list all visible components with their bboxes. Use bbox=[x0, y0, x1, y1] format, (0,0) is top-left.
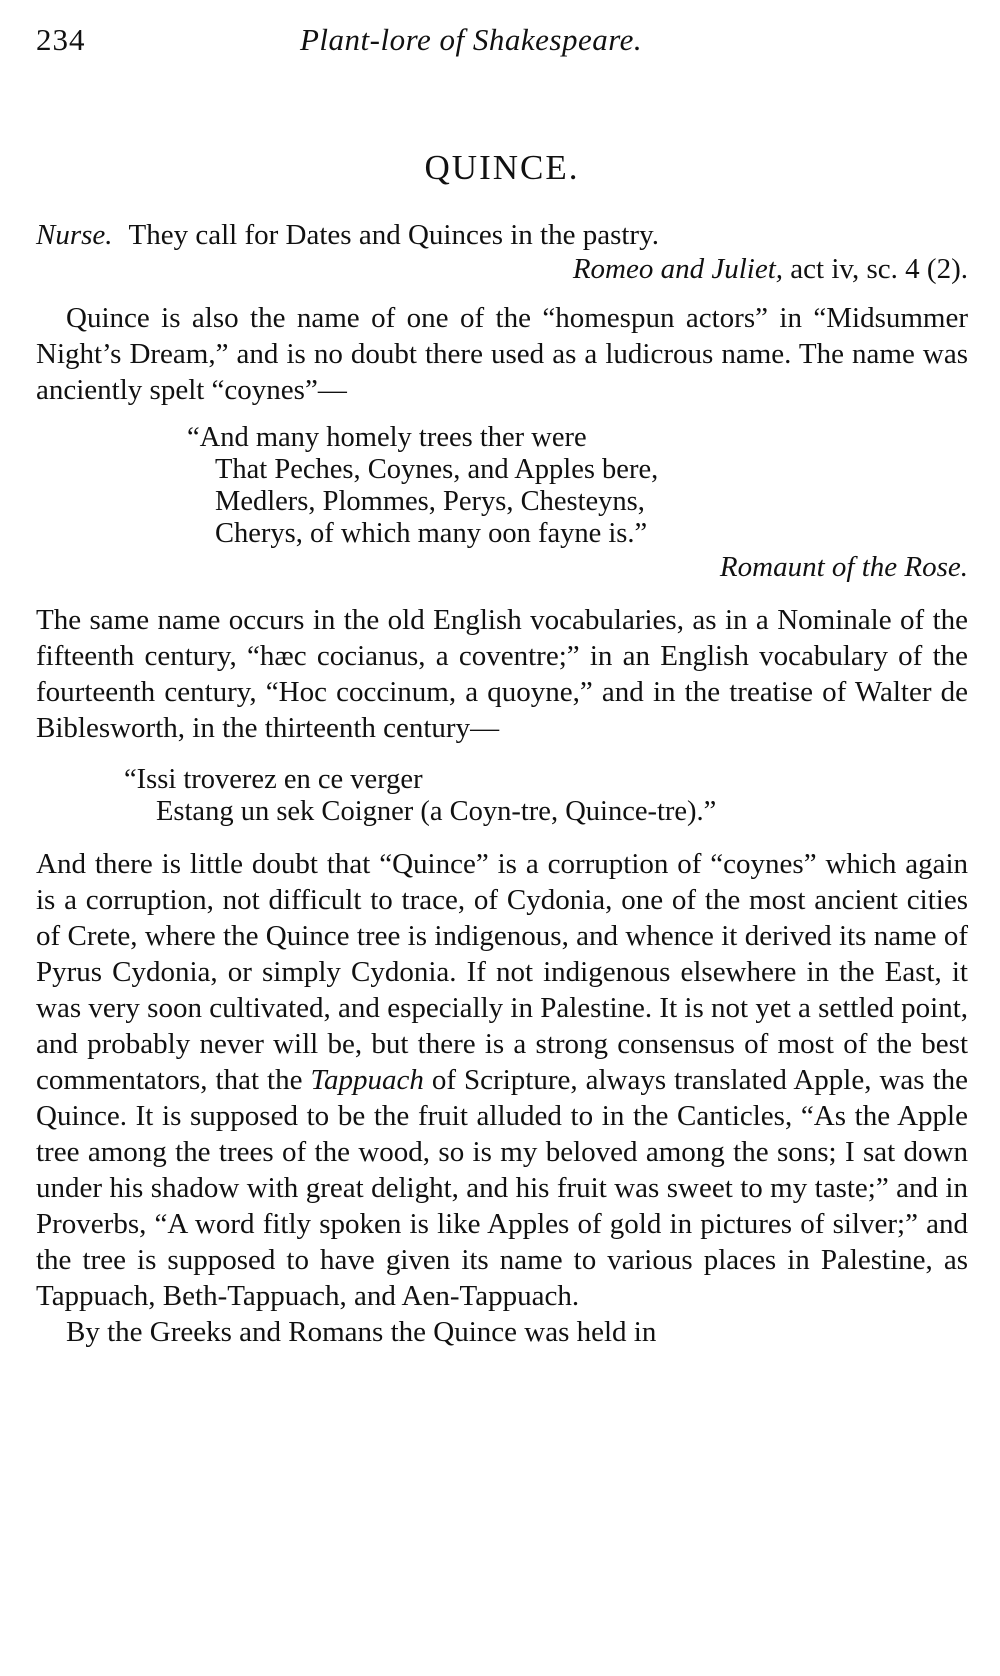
book-title: Plant-lore of Shakespeare. bbox=[300, 22, 643, 57]
paragraph-3-text-b: of Scripture, always translated Apple, was the Quince. It is supposed to be the fruit alluded to in the Canticles, “As the Apple tree among the trees of the wood, so is my beloved among the sons; I sat down under his shadow with great delight, and his fruit was sweet to my taste;” and in Proverbs, “A word fitly spoken is like Apples of gold in pictures of silver;” and the tree is supposed to have given its name to various places in Palestine, as Tappuach, Beth-Tappuach, and Aen-Tappuach. bbox=[36, 1064, 969, 1312]
paragraph-3-text-a: And there is little doubt that “Quince” is a corruption of “coynes” which again is a corruption, not difficult to trace, of Cydonia, one of the most ancient cities of Crete, where the Quince tree is indigenous, and whence it derived its name of Pyrus Cydonia, or simply Cydonia. If not indigenous elsewhere in the East, it was very soon cultivated, and especially in Palestine. It is not yet a settled point, and probably never will be, but there is a strong consensus of most of the best commentators, that the bbox=[36, 848, 968, 1096]
epigraph-text: They call for Dates and Quinces in the pastry. bbox=[128, 219, 659, 251]
verse-quote-romaunt bbox=[36, 422, 968, 550]
verse-source: Romaunt of the Rose. bbox=[719, 551, 968, 583]
epigraph-cite-rest: act iv, sc. 4 (2). bbox=[783, 253, 968, 285]
page-number: 234 bbox=[36, 22, 86, 57]
tappuach-term: Tappuach bbox=[310, 1064, 424, 1096]
section-title: QUINCE. bbox=[424, 148, 580, 187]
paragraph-4: By the Greeks and Romans the Quince was held in bbox=[66, 1316, 657, 1348]
paragraph-1: Quince is also the name of one of the “homespun actors” in “Midsummer Night’s Dream,” and is no doubt there used as a ludicrous name. The name was anciently spelt “coynes”— bbox=[36, 302, 968, 406]
epigraph bbox=[36, 218, 968, 286]
running-head bbox=[36, 22, 968, 70]
epigraph-cite-title: Romeo and Juliet, bbox=[572, 253, 784, 285]
epigraph-quote bbox=[36, 218, 968, 252]
paragraph-3 bbox=[36, 846, 968, 1314]
book-page bbox=[36, 22, 968, 1662]
verse-line: “Issi troverez en ce verger bbox=[124, 764, 423, 795]
verse-line: Cherys, of which many oon fayne is.” bbox=[215, 518, 648, 549]
verse-line: Medlers, Plommes, Perys, Chesteyns, bbox=[215, 486, 645, 517]
verse-quote-biblesworth bbox=[36, 764, 968, 828]
epigraph-citation bbox=[36, 252, 968, 286]
epigraph-speaker: Nurse. bbox=[36, 219, 113, 251]
verse-line: That Peches, Coynes, and Apples bere, bbox=[215, 454, 659, 485]
verse-line: “And many homely trees ther were bbox=[187, 422, 587, 453]
paragraph-2: The same name occurs in the old English vocabularies, as in a Nominale of the fifteenth century, “hæc cocianus, a coventre;” in an English vocabulary of the fourteenth century, “Hoc coccinum, a quoyne,” and in the treatise of Walter de Biblesworth, in the thirteenth century— bbox=[36, 604, 968, 744]
verse-line: Estang un sek Coigner (a Coyn-tre, Quince-tre).” bbox=[156, 796, 717, 827]
